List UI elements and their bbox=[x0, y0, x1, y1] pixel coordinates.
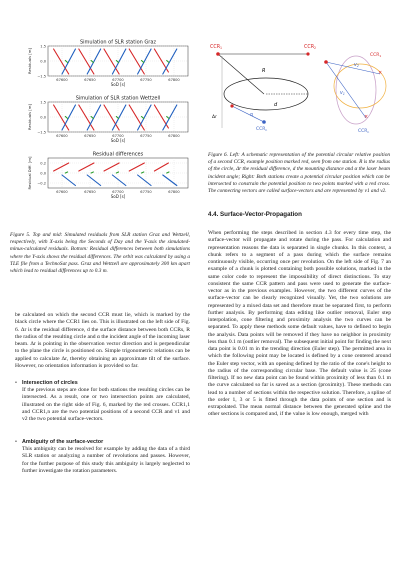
bullet-ambiguity bbox=[15, 439, 190, 475]
figure-6-left-diagram bbox=[210, 44, 316, 132]
left-body-text: be calculated on which the second CCR must lie, which is marked by the black circle where the CCR1 lies on. This is illustrated on the left side of Fig. 6. Δr is the residual difference, d the surface distance between both CCRs, R the radius of the resulting circle and α the incident angle of the incoming laser beam. Δr is pointing in the observation vector direction and is perpendicular to the plane the circle is positioned on. Simple trigonometric relations can be applied to calculate Δr, thereby obtaining an approximate tilt of the surface. However, no orientation information is provided so far. bbox=[15, 312, 190, 369]
figure-6-right-diagram bbox=[324, 52, 386, 134]
label-ccrn: $CCR_n$ bbox=[256, 127, 268, 132]
ccr1-point-icon bbox=[216, 52, 220, 56]
x-tick-label: 67750 bbox=[140, 78, 152, 82]
chart-wettzell bbox=[27, 96, 188, 144]
x-axis-label: SoD [s] bbox=[110, 194, 126, 199]
label-alpha: α bbox=[250, 113, 254, 118]
figure-6-caption: Figure 6. Left: A schematic representation of the potential circular relative position of a second CCR, example position marked red, seen from one station. R is the radius of the circle, Δr the residual difference, d the mounting distance and α the laser beam incident angle; Right: Both stations create a potential circular position which can be intersected to constrain the potential position to two points marked with a red cross. The connecting vectors are called surface-vectors and are represented by v1 and v2. bbox=[208, 152, 390, 195]
cross-1-icon: × bbox=[364, 114, 369, 120]
x-tick-label: 67600 bbox=[56, 134, 68, 138]
bullet-dot-icon: • bbox=[15, 380, 17, 386]
bullet-ambiguity-heading: Ambiguity of the surface-vector bbox=[22, 439, 104, 445]
x-tick-label: 67750 bbox=[140, 134, 152, 138]
chart-title: Residual differences bbox=[92, 151, 144, 158]
y-axis-label: Residuals [m] bbox=[27, 48, 32, 74]
figure-5-caption: Figure 5. Top and mid: Simulated residuals from SLR station Graz and Wettzell, respectively, with X-axis being the Seconds of Day and the Y-axis the simulated-minus-calculated residuals. Bottom: Residual differences between both simulations where the Y-axis shows the residual differences. The orbit was calculated by using a TLE file from a TechnoSat pass. Graz and Wettzell are approximately 300 km apart which lead to residual differences up to 0.3 m. bbox=[10, 232, 190, 275]
bullet-intersection bbox=[15, 380, 190, 423]
chart-residual-differences bbox=[27, 152, 188, 200]
right-body-paragraph bbox=[208, 230, 391, 422]
ccr-top-left-icon bbox=[324, 60, 328, 64]
chart-title: Simulation of SLR station Wettzell bbox=[75, 95, 161, 102]
label-v2: $v_2$ bbox=[354, 63, 359, 68]
label-ccr-top-right: $CCR_1$ bbox=[370, 53, 382, 58]
chart-graz bbox=[27, 40, 188, 88]
y-tick-label: −1.5 bbox=[37, 74, 46, 79]
label-ccr-bottom-right: $CCR_n$ bbox=[358, 129, 370, 134]
label-ccr1: $CCR_1$ bbox=[210, 45, 223, 50]
ccr2-point-icon bbox=[306, 52, 309, 55]
y-tick-label: 0.0 bbox=[40, 59, 46, 64]
y-tick-label: −0.2 bbox=[37, 181, 46, 186]
left-body-paragraph bbox=[15, 312, 190, 373]
bullet-dot-icon: • bbox=[15, 439, 17, 445]
surface-vector-v2 bbox=[326, 62, 383, 76]
section-heading: 4.4. Surface-Vector-Propagation bbox=[208, 211, 302, 218]
label-R: R bbox=[262, 68, 266, 74]
y-tick-label: 1.5 bbox=[40, 44, 46, 49]
x-tick-label: 67700 bbox=[112, 78, 124, 82]
x-tick-label: 67600 bbox=[56, 78, 68, 82]
x-tick-label: 67700 bbox=[112, 134, 124, 138]
bullet-intersection-text: If the previous steps are done for both stations the resulting circles can be intersected. As a result, one or two intersection points are calculated, illustrated on the right side of Fig. 6, marked by the red crosses. CCR1,1 and CCR1,n are the two potential positions of a second CCR and v1 and v2 the two potential surface-vectors. bbox=[22, 387, 190, 423]
x-tick-label: 67650 bbox=[84, 190, 96, 194]
right-body-text: When performing the steps described in section 4.3 for every time step, the surface-vector will propagate and rotate during the pass. For calculation and representation reasons the data is separated in single chunks. In this context, a chunk refers to a segment of a pass during which the surface remains continuously visible, occurring once per revolution. On the left side of Fig. 7 an example of a chunk is plotted containing both possible solutions, marked in the same color code to represent the impossibility of direct distinctions. To stay consistent the same CCR pattern and pass were used to generate the surface-vector as in the previous examples. However, the two different curves of the surface-vector can be clearly recognized visually. Yet, the two solutions are represented by a mixed data set and therefore must be separated first, to perform further analysis. By performing data editing like outlier removal, Euler step interpolation, cone filtering and proximity analysis the two curves can be separated. To apply these methods some default values, have to defined to begin the analysis. Data points will be removed if they have no neighbor in proximity less than 0.1 m (outlier removal). The subsequent initial point for finding the next data point is 0.01 m in the trending direction (Euler step). The permitted area in which the following point may be located is defined by a cone centered around the Euler step vector, with an opening defined by the ratio of the cone's height to the radius of the corresponding circular base. The default value is 25 (cone filtering). If no new data point can be found within proximity of less than 0.1 m the curve calculated so far is saved as a section (proximity). These methods can lead to a number of sections within the respective solution. Therefore, a spline of the order 1, 3 or 5 is fitted through the data points of one section and is extrapolated. The mean normal distance between the generated spline and the other sections is compared and, if the value is low enough, merged with bbox=[208, 230, 391, 418]
label-dr: Δr bbox=[212, 115, 217, 120]
ccrn-point-icon bbox=[230, 104, 233, 107]
y-tick-label: 0.2 bbox=[40, 161, 46, 166]
y-tick-label: 0.0 bbox=[40, 171, 46, 176]
y-axis-label: Residual Diff. [m] bbox=[27, 156, 32, 190]
x-tick-label: 67800 bbox=[168, 78, 180, 82]
bullet-intersection-heading: Intersection of circles bbox=[22, 380, 78, 386]
x-tick-label: 67750 bbox=[140, 190, 152, 194]
x-tick-label: 67800 bbox=[168, 134, 180, 138]
x-tick-label: 67700 bbox=[112, 190, 124, 194]
label-ccr2: $CCR_2$ bbox=[304, 45, 317, 50]
chart-title: Simulation of SLR station Graz bbox=[79, 39, 157, 46]
figure-6-diagram bbox=[208, 36, 392, 144]
ccr-blue-point-icon bbox=[262, 120, 266, 124]
y-tick-label: 0.0 bbox=[40, 115, 46, 120]
cross-2-icon: × bbox=[378, 70, 383, 76]
figure-5-plots bbox=[10, 38, 195, 208]
surface-vector-v1 bbox=[326, 62, 369, 120]
label-d: d bbox=[274, 102, 278, 108]
x-tick-label: 67600 bbox=[56, 190, 68, 194]
y-tick-label: 1.5 bbox=[40, 100, 46, 105]
x-tick-label: 67650 bbox=[84, 134, 96, 138]
x-axis-label: SoD [s] bbox=[110, 138, 126, 143]
x-tick-label: 67650 bbox=[84, 78, 96, 82]
x-axis-label: SoD [s] bbox=[110, 82, 126, 87]
x-tick-label: 67800 bbox=[168, 190, 180, 194]
bullet-ambiguity-text: This ambiguity can be resolved for example by adding the data of a third SLR station or analyzing a number of revolutions and passes. However, for the further purpose of this study this ambiguity is largely neglected to further investigate the rotation parameters. bbox=[22, 446, 190, 474]
y-tick-label: −1.5 bbox=[37, 130, 46, 135]
beam-line bbox=[218, 54, 264, 94]
y-axis-label: Residuals [m] bbox=[27, 104, 32, 130]
label-v1: $v_1$ bbox=[340, 91, 345, 96]
